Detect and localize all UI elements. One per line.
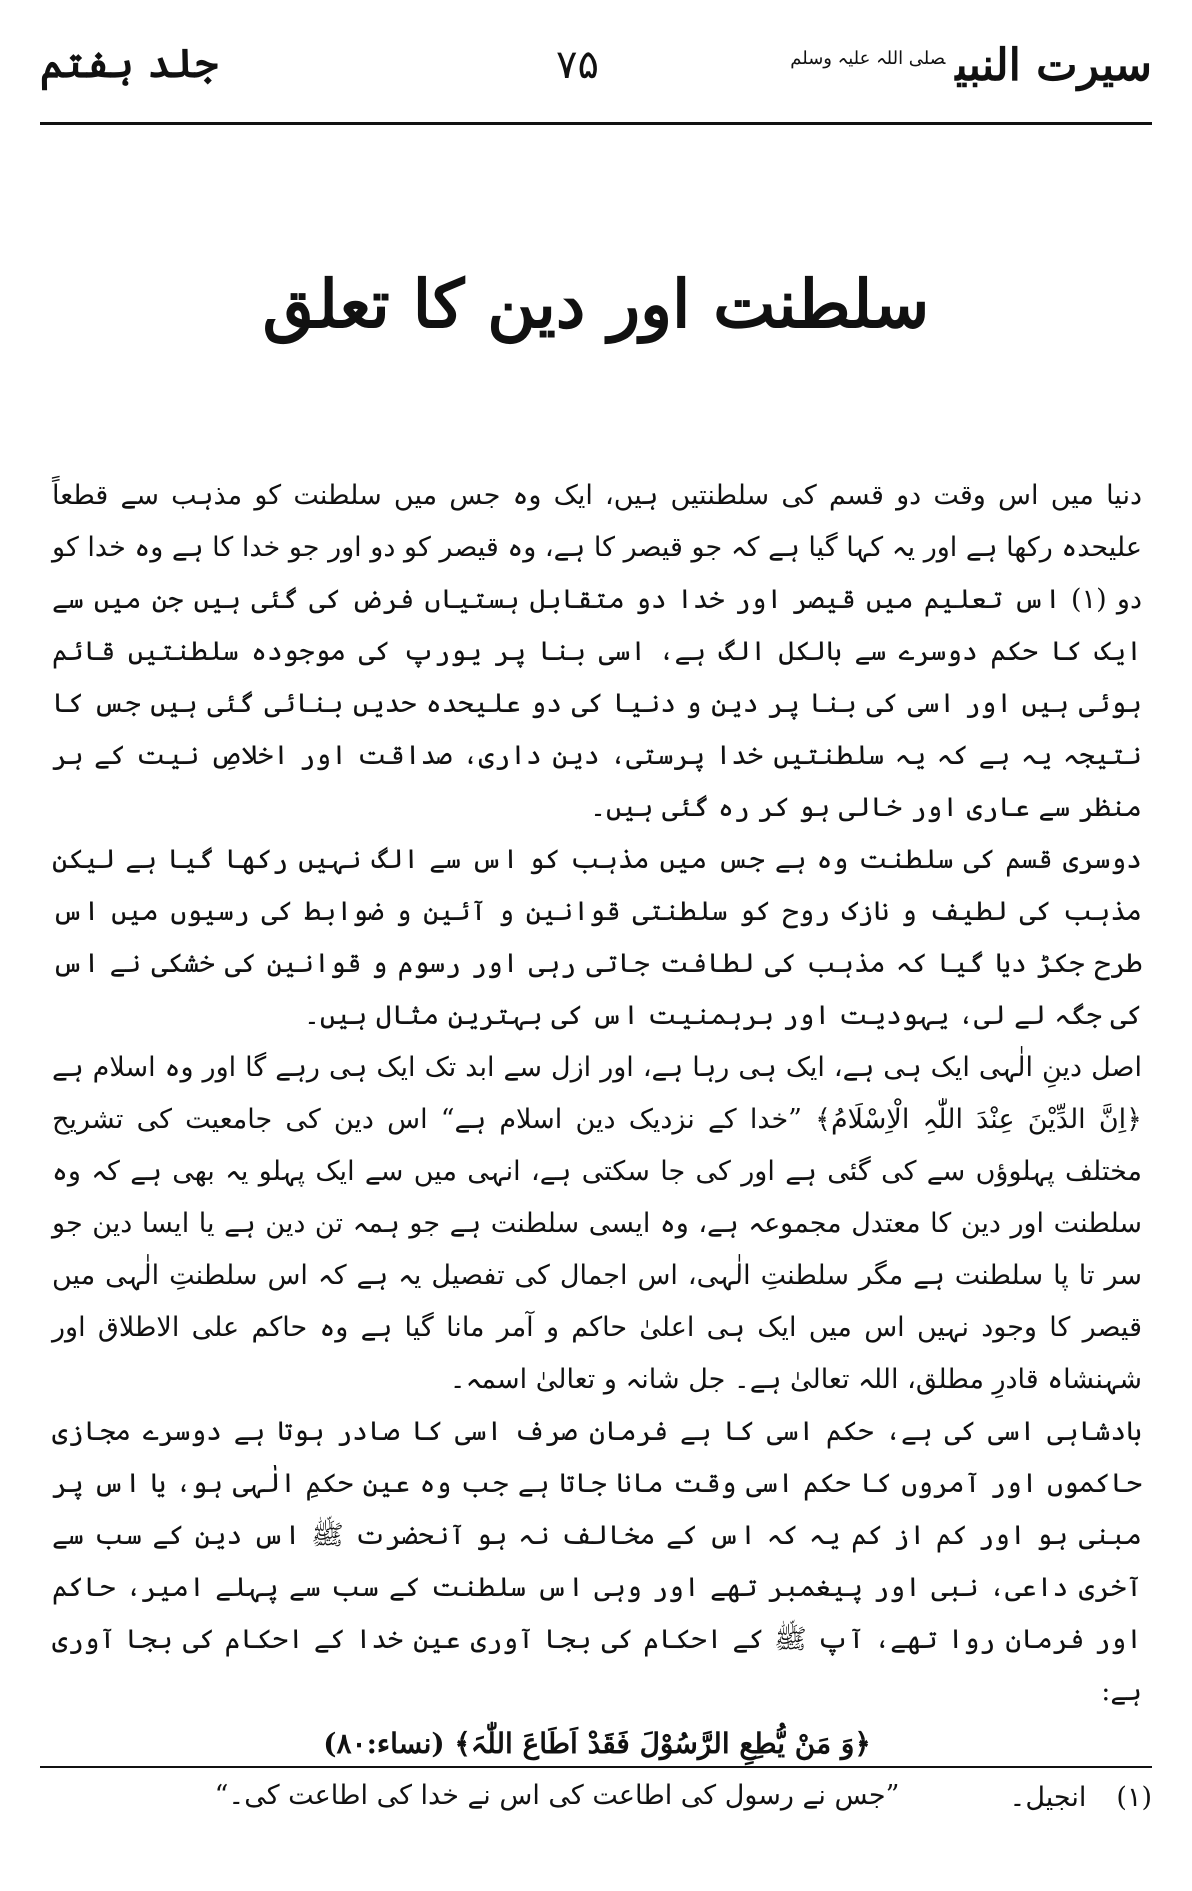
paragraph-2: دوسری قسم کی سلطنت وہ ہے جس میں مذہب کو اس سے الگ نہیں رکھا گیا ہے لیکن مذہب کی لطیف و نازک روح کو سلطنتی قوانین و آئین و ضوابط کی رسیوں میں اس طرح جکڑ دیا گیا کہ مذہب کی لطافت جاتی رہی اور رسوم و قوانین کی خشکی نے اس کی جگہ لے لی، یہودیت اور برہمنیت اس کی بہترین مثال ہیں۔ [52, 844, 1142, 1031]
verse-translation: ”جس نے رسول کی اطاعت کی اس نے خدا کی اطاعت کی۔“ [214, 1780, 900, 1811]
book-title: سیرت النبی$^{صلی اللہ علیہ وسلم}$ [790, 40, 1152, 91]
paragraph-1: دنیا میں اس وقت دو قسم کی سلطنتیں ہیں، ایک وہ جس میں سلطنت کو مذہب سے قطعاً علیحدہ رکھا ہے اور یہ کہا گیا ہے کہ جو قیصر کا ہے، وہ قیصر کو دو اور جو خدا کا ہے وہ خدا کو دو (۱) اس تعلیم میں قیصر اور خدا دو متقابل ہستیاں فرض کی گئی ہیں جن میں سے ایک کا حکم دوسرے سے بالکل الگ ہے، اسی بنا پر یورپ کی موجودہ سلطنتیں قائم ہوئی ہیں اور اسی کی بنا پر دین و دنیا کی دو علیحدہ حدیں بنائی گئی ہیں جس کا نتیجہ یہ ہے کہ یہ سلطنتیں خدا پرستی، دین داری، صداقت اور اخلاصِ نیت کے ہر منظر سے عاری اور خالی ہو کر رہ گئی ہیں۔ [52, 480, 1142, 823]
page-number: ۷۵ [556, 42, 599, 88]
footnote-number: (۱) [1116, 1782, 1152, 1813]
volume-label: جلد ہفتم [40, 40, 218, 87]
chapter-title: سلطنت اور دین کا تعلق [262, 265, 930, 343]
page-header [40, 30, 1152, 120]
footnote [40, 1782, 1152, 1813]
paragraph-3: اصل دینِ الٰہی ایک ہی ہے، ایک ہی رہا ہے، اور ازل سے ابد تک ایک ہی رہے گا اور وہ اسلام ہے ﴿اِنَّ الدِّیْنَ عِنْدَ اللّٰہِ الْاِسْلَامُ﴾ ”خدا کے نزدیک دین اسلام ہے“ اس دین کی جامعیت کی تشریح مختلف پہلوؤں سے کی گئی ہے اور کی جا سکتی ہے، انہی میں سے ایک پہلو یہ بھی ہے کہ وہ سلطنت اور دین کا معتدل مجموعہ ہے، وہ ایسی سلطنت ہے جو ہمہ تن دین ہے یا ایسا دین جو سر تا پا سلطنت ہے مگر سلطنتِ الٰہی، اس اجمال کی تفصیل یہ ہے کہ اس سلطنتِ الٰہی میں قیصر کا وجود نہیں اس میں ایک ہی اعلیٰ حاکم و آمر مانا گیا ہے وہ حاکم علی الاطلاق اور شہنشاہ قادرِ مطلق، اللہ تعالیٰ ہے۔ جل شانہ و تعالیٰ اسمہ۔ [52, 1052, 1142, 1395]
quranic-verse: ﴿وَ مَنْ یُّطِعِ الرَّسُوْلَ فَقَدْ اَطَاعَ اللّٰہَ﴾ (نساء:۸۰) [323, 1727, 871, 1760]
body-text [52, 470, 1142, 1822]
footnote-text: انجیل۔ [1009, 1782, 1087, 1813]
footnote-rule [40, 1766, 1152, 1768]
honorific: صلی اللہ علیہ وسلم [790, 48, 946, 70]
header-rule [40, 122, 1152, 125]
paragraph-4: بادشاہی اسی کی ہے، حکم اسی کا ہے فرمان صرف اسی کا صادر ہوتا ہے دوسرے مجازی حاکموں اور آمروں کا حکم اسی وقت مانا جاتا ہے جب وہ عین حکمِ الٰہی ہو، یا اس پر مبنی ہو اور کم از کم یہ کہ اس کے مخالف نہ ہو آنحضرت ﷺ اس دین کے سب سے آخری داعی، نبی اور پیغمبر تھے اور وہی اس سلطنت کے سب سے پہلے امیر، حاکم اور فرمان روا تھے، آپ ﷺ کے احکام کی بجا آوری عین خدا کے احکام کی بجا آوری ہے: [52, 1416, 1142, 1707]
